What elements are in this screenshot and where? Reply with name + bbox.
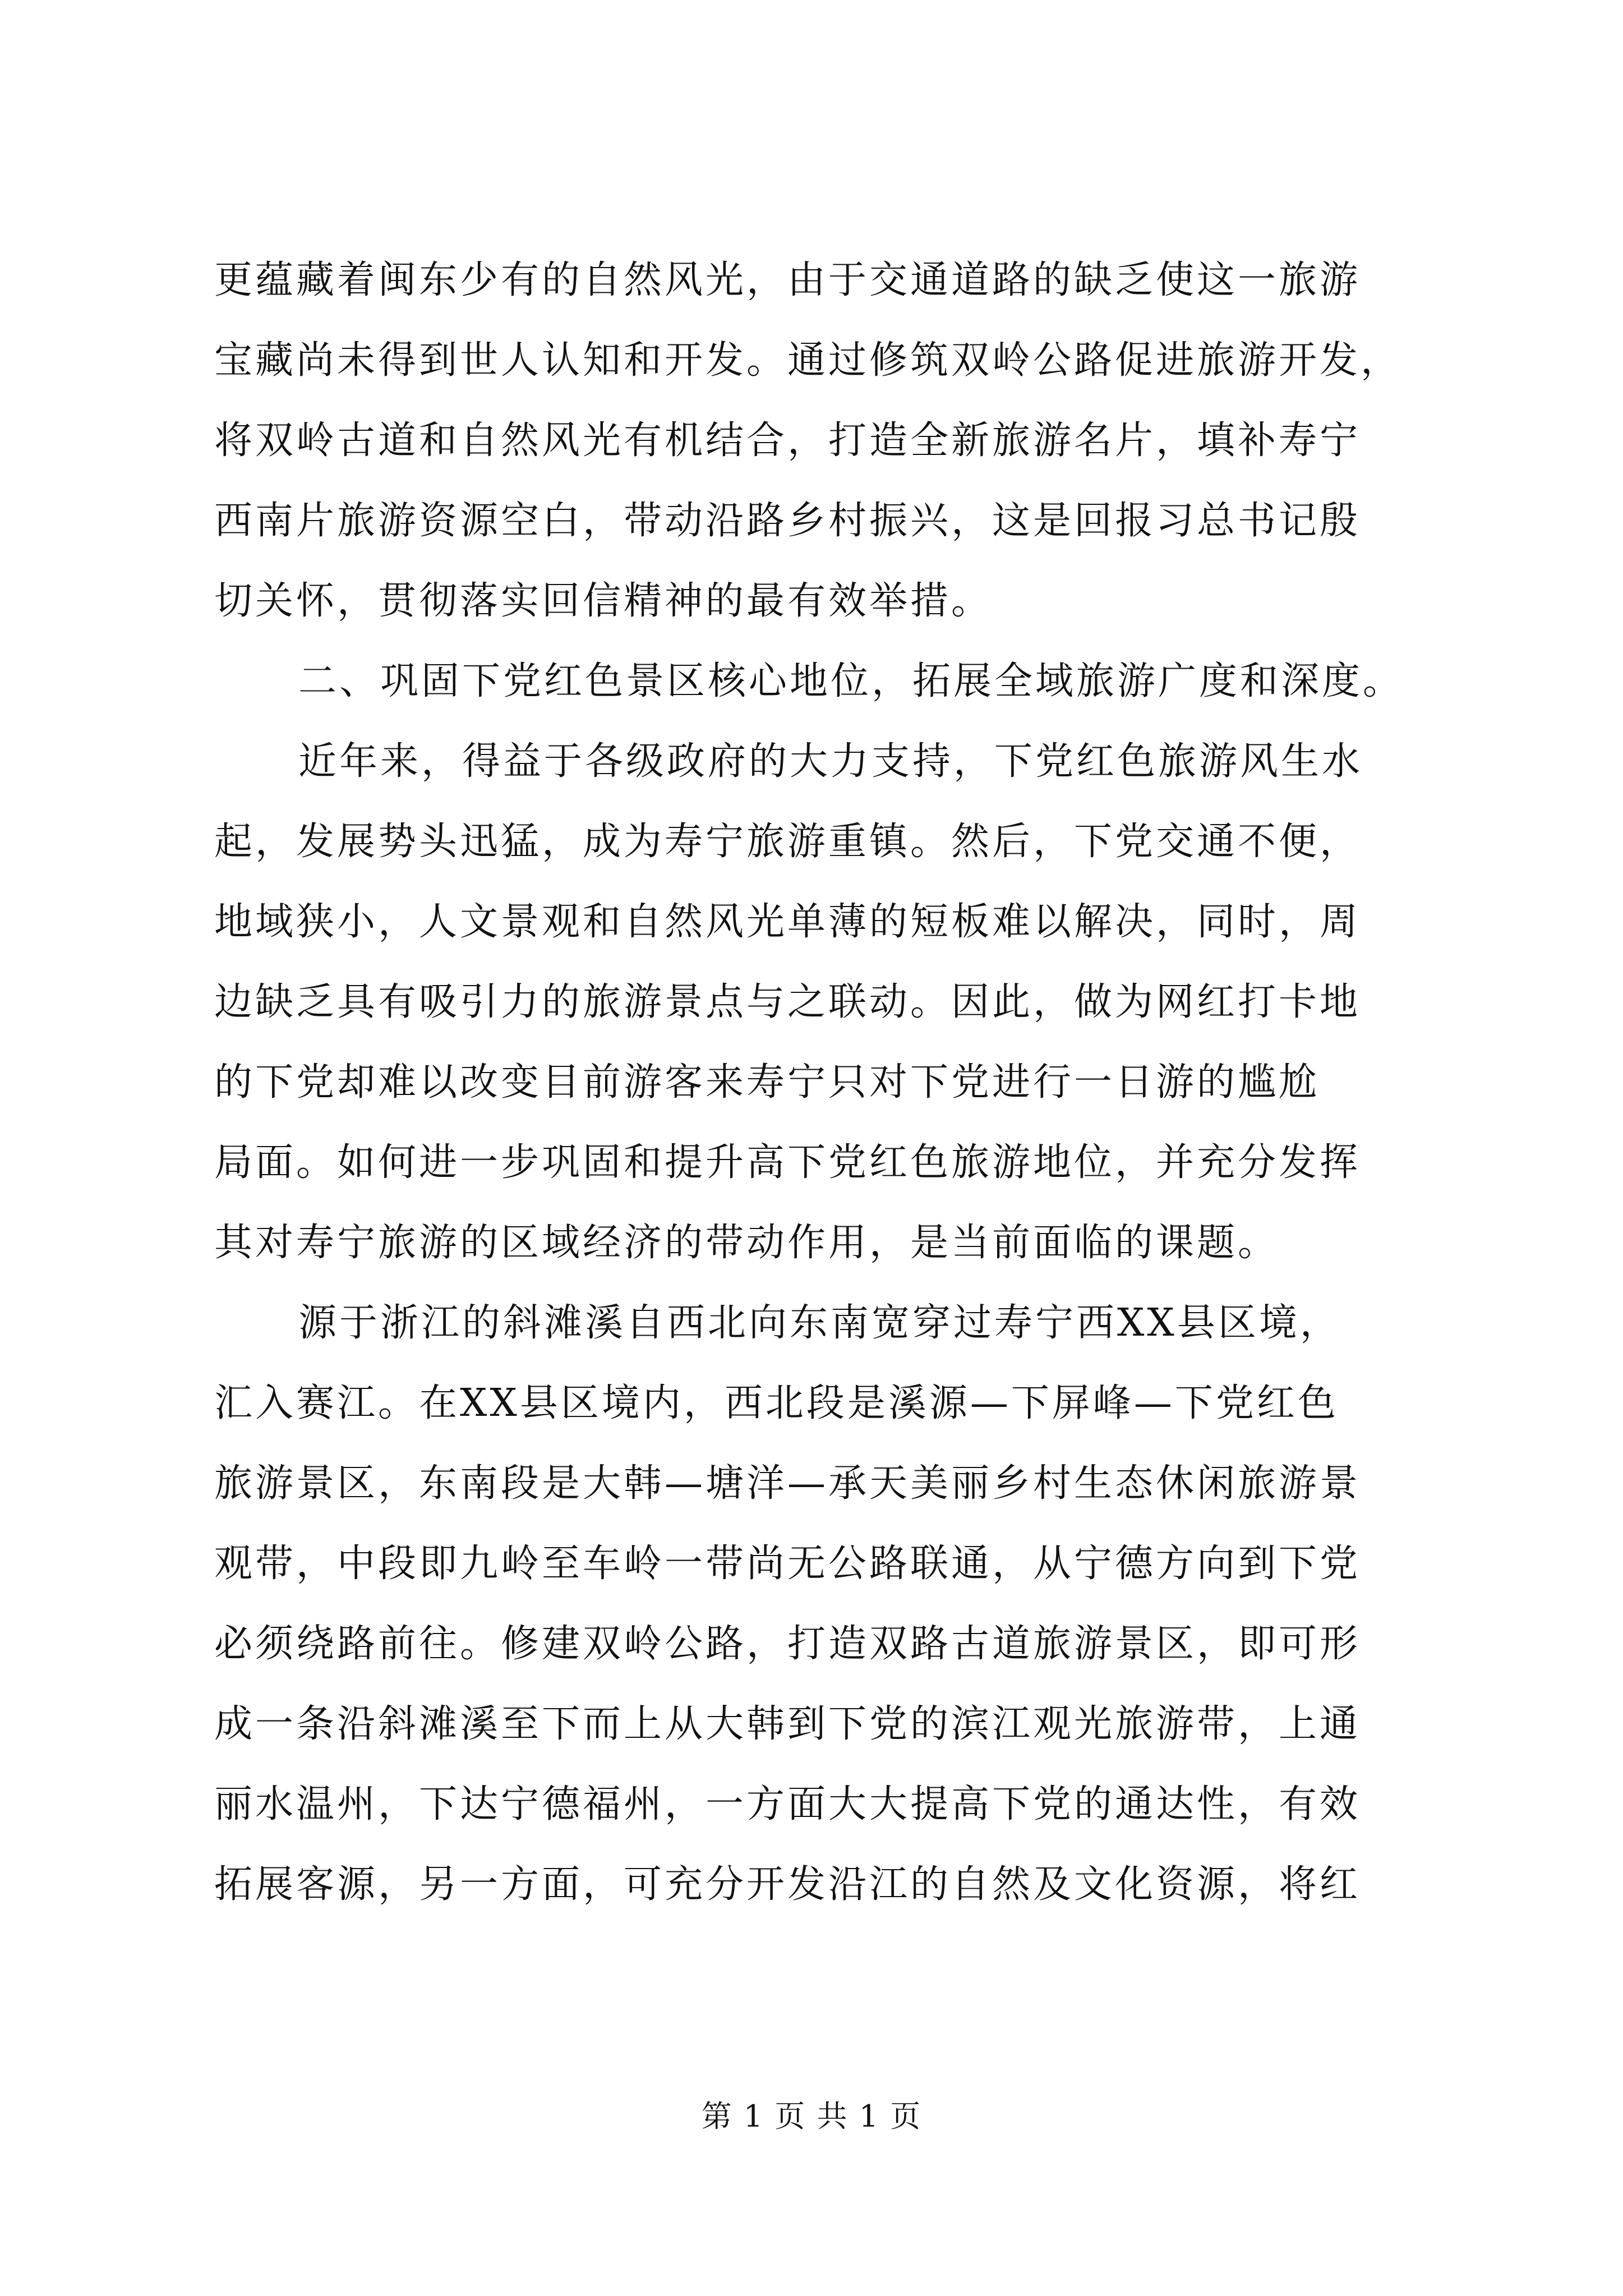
text-line: 将双岭古道和自然风光有机结合，打造全新旅游名片，填补寿宁 — [214, 418, 1361, 463]
text-line: 起，发展势头迅猛，成为寿宁旅游重镇。然后，下党交通不便， — [214, 820, 1361, 864]
text-line: 更蕴藏着闽东少有的自然风光，由于交通道路的缺乏使这一旅游 — [214, 258, 1361, 302]
text-line: 必须绕路前往。修建双岭公路，打造双路古道旅游景区，即可形 — [214, 1622, 1361, 1666]
section-heading: 二、巩固下党红色景区核心地位，拓展全域旅游广度和深度。 — [298, 659, 1404, 703]
text-line: 的下党却难以改变目前游客来寿宁只对下党进行一日游的尴尬 — [214, 1060, 1320, 1105]
text-line: 局面。如何进一步巩固和提升高下党红色旅游地位，并充分发挥 — [214, 1140, 1361, 1185]
text-line: 边缺乏具有吸引力的旅游景点与之联动。因此，做为网红打卡地 — [214, 980, 1361, 1024]
text-line: 源于浙江的斜滩溪自西北向东南宽穿过寿宁西XX县区境， — [298, 1301, 1341, 1345]
page-footer: 第 1 页 共 1 页 — [701, 2099, 922, 2134]
text-line: 其对寿宁旅游的区域经济的带动作用，是当前面临的课题。 — [214, 1221, 1279, 1265]
text-line: 近年来，得益于各级政府的大力支持，下党红色旅游风生水 — [298, 739, 1363, 784]
text-line: 地域狭小，人文景观和自然风光单薄的短板难以解决，同时，周 — [214, 900, 1361, 944]
text-line: 汇入赛江。在XX县区境内，西北段是溪源—下屏峰—下党红色 — [214, 1381, 1339, 1425]
text-line: 成一条沿斜滩溪至下而上从大韩到下党的滨江观光旅游带，上通 — [214, 1702, 1361, 1746]
text-line: 拓展客源，另一方面，可充分开发沿江的自然及文化资源，将红 — [214, 1862, 1361, 1907]
text-line: 观带，中段即九岭至车岭一带尚无公路联通，从宁德方向到下党 — [214, 1542, 1361, 1586]
text-line: 宝藏尚未得到世人认知和开发。通过修筑双岭公路促进旅游开发， — [214, 338, 1402, 383]
text-line: 旅游景区，东南段是大韩—塘洋—承天美丽乡村生态休闲旅游景 — [214, 1461, 1361, 1506]
text-line: 丽水温州，下达宁德福州，一方面大大提高下党的通达性，有效 — [214, 1782, 1361, 1826]
text-line: 切关怀，贯彻落实回信精神的最有效举措。 — [214, 579, 993, 623]
text-line: 西南片旅游资源空白，带动沿路乡村振兴，这是回报习总书记殷 — [214, 499, 1361, 543]
